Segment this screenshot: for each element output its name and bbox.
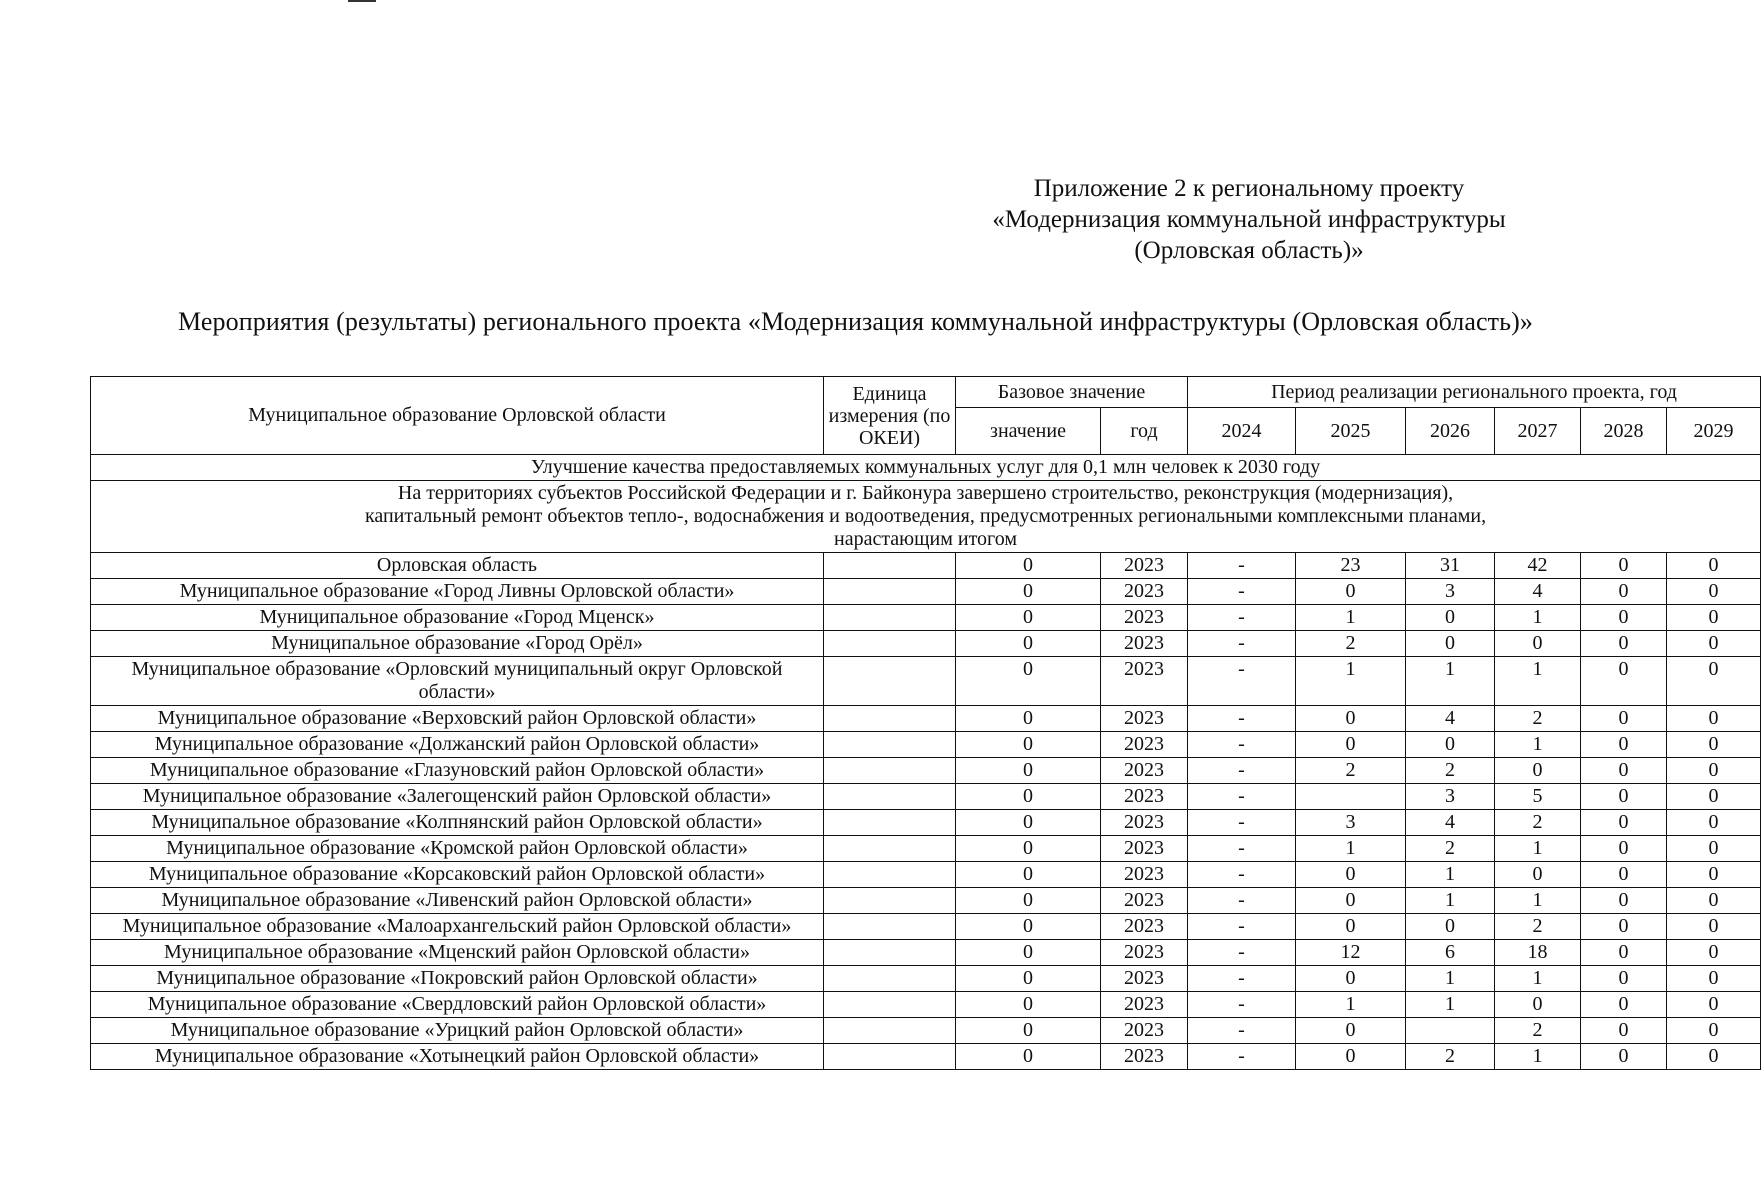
value-2024-cell: -	[1188, 784, 1296, 810]
value-2024-cell: -	[1188, 758, 1296, 784]
value-2028-cell: 0	[1581, 810, 1667, 836]
goal-row	[91, 455, 1761, 481]
base-year-cell: 2023	[1101, 553, 1188, 579]
value-2026-cell: 31	[1406, 553, 1495, 579]
base-year-cell: 2023	[1101, 784, 1188, 810]
value-2024-cell: -	[1188, 657, 1296, 706]
unit-cell	[824, 732, 956, 758]
base-year-cell: 2023	[1101, 1044, 1188, 1070]
header-value: значение	[956, 408, 1101, 455]
municipality-cell: Муниципальное образование «Покровский район Орловской области»	[91, 966, 824, 992]
value-2027-cell: 0	[1495, 758, 1581, 784]
base-year-cell: 2023	[1101, 1018, 1188, 1044]
value-2024-cell: -	[1188, 732, 1296, 758]
value-2025-cell: 0	[1296, 888, 1406, 914]
municipality-cell: Муниципальное образование «Орловский муниципальный округ Орловской области»	[91, 657, 824, 706]
unit-cell	[824, 940, 956, 966]
base-value-cell: 0	[956, 758, 1101, 784]
value-2025-cell: 2	[1296, 631, 1406, 657]
value-2027-cell: 4	[1495, 579, 1581, 605]
base-value-cell: 0	[956, 732, 1101, 758]
municipality-cell: Муниципальное образование «Город Мценск»	[91, 605, 824, 631]
value-2024-cell: -	[1188, 631, 1296, 657]
value-2025-cell	[1296, 784, 1406, 810]
value-2026-cell: 3	[1406, 579, 1495, 605]
appendix-line-2: «Модернизация коммунальной инфраструктуры	[992, 206, 1506, 233]
value-2029-cell: 0	[1667, 605, 1761, 631]
value-2026-cell: 4	[1406, 810, 1495, 836]
value-2029-cell: 0	[1667, 888, 1761, 914]
result-line-2: капитальный ремонт объектов тепло-, водоснабжения и водоотведения, предусмотренных региональными комплексными планами,	[364, 505, 1487, 527]
value-2028-cell: 0	[1581, 631, 1667, 657]
unit-cell	[824, 914, 956, 940]
header-year-2027: 2027	[1495, 408, 1581, 455]
value-2029-cell: 0	[1667, 758, 1761, 784]
base-value-cell: 0	[956, 605, 1101, 631]
result-line-1: На территориях субъектов Российской Федерации и г. Байконура завершено строительство, реконструкция (модернизация),	[397, 482, 1454, 504]
header-period: Период реализации регионального проекта, год	[1188, 377, 1761, 408]
municipality-cell: Муниципальное образование «Глазуновский район Орловской области»	[91, 758, 824, 784]
value-2029-cell: 0	[1667, 1018, 1761, 1044]
value-2028-cell: 0	[1581, 914, 1667, 940]
header-year-2028: 2028	[1581, 408, 1667, 455]
value-2025-cell: 12	[1296, 940, 1406, 966]
base-value-cell: 0	[956, 836, 1101, 862]
value-2029-cell: 0	[1667, 579, 1761, 605]
table-row	[91, 732, 1761, 758]
base-year-cell: 2023	[1101, 732, 1188, 758]
unit-cell	[824, 605, 956, 631]
base-year-cell: 2023	[1101, 631, 1188, 657]
value-2025-cell: 0	[1296, 1018, 1406, 1044]
value-2026-cell: 3	[1406, 784, 1495, 810]
value-2027-cell: 18	[1495, 940, 1581, 966]
value-2025-cell: 3	[1296, 810, 1406, 836]
value-2026-cell: 4	[1406, 706, 1495, 732]
value-2029-cell: 0	[1667, 732, 1761, 758]
base-year-cell: 2023	[1101, 758, 1188, 784]
value-2027-cell: 1	[1495, 1044, 1581, 1070]
appendix-note	[909, 173, 1589, 266]
value-2024-cell: -	[1188, 579, 1296, 605]
value-2025-cell: 0	[1296, 579, 1406, 605]
table-row	[91, 784, 1761, 810]
base-value-cell: 0	[956, 862, 1101, 888]
value-2027-cell: 0	[1495, 862, 1581, 888]
value-2025-cell: 0	[1296, 966, 1406, 992]
base-value-cell: 0	[956, 579, 1101, 605]
value-2025-cell: 0	[1296, 1044, 1406, 1070]
table-row	[91, 992, 1761, 1018]
value-2028-cell: 0	[1581, 605, 1667, 631]
value-2029-cell: 0	[1667, 657, 1761, 706]
value-2024-cell: -	[1188, 992, 1296, 1018]
base-year-cell: 2023	[1101, 579, 1188, 605]
value-2026-cell: 2	[1406, 1044, 1495, 1070]
header-year: год	[1101, 408, 1188, 455]
value-2024-cell: -	[1188, 836, 1296, 862]
base-value-cell: 0	[956, 966, 1101, 992]
value-2026-cell	[1406, 1018, 1495, 1044]
value-2028-cell: 0	[1581, 1018, 1667, 1044]
value-2024-cell: -	[1188, 914, 1296, 940]
base-year-cell: 2023	[1101, 605, 1188, 631]
base-value-cell: 0	[956, 992, 1101, 1018]
value-2024-cell: -	[1188, 1018, 1296, 1044]
value-2027-cell: 2	[1495, 1018, 1581, 1044]
value-2027-cell: 1	[1495, 836, 1581, 862]
value-2029-cell: 0	[1667, 553, 1761, 579]
municipality-cell: Муниципальное образование «Свердловский район Орловской области»	[91, 992, 824, 1018]
value-2028-cell: 0	[1581, 706, 1667, 732]
value-2024-cell: -	[1188, 1044, 1296, 1070]
value-2025-cell: 1	[1296, 657, 1406, 706]
table-row	[91, 1018, 1761, 1044]
goal-text: Улучшение качества предоставляемых коммунальных услуг для 0,1 млн человек к 2030 году	[91, 455, 1761, 481]
municipality-cell: Орловская область	[91, 553, 824, 579]
header-unit: Единица измерения (по ОКЕИ)	[824, 377, 956, 455]
base-value-cell: 0	[956, 810, 1101, 836]
base-year-cell: 2023	[1101, 862, 1188, 888]
value-2029-cell: 0	[1667, 1044, 1761, 1070]
value-2029-cell: 0	[1667, 706, 1761, 732]
table-row	[91, 862, 1761, 888]
value-2025-cell: 0	[1296, 706, 1406, 732]
value-2024-cell: -	[1188, 966, 1296, 992]
municipality-cell: Муниципальное образование «Хотынецкий район Орловской области»	[91, 1044, 824, 1070]
value-2027-cell: 1	[1495, 657, 1581, 706]
value-2029-cell: 0	[1667, 992, 1761, 1018]
value-2026-cell: 6	[1406, 940, 1495, 966]
value-2026-cell: 0	[1406, 631, 1495, 657]
municipality-cell: Муниципальное образование «Урицкий район Орловской области»	[91, 1018, 824, 1044]
value-2027-cell: 5	[1495, 784, 1581, 810]
value-2024-cell: -	[1188, 553, 1296, 579]
table-row	[91, 706, 1761, 732]
unit-cell	[824, 810, 956, 836]
unit-cell	[824, 966, 956, 992]
base-value-cell: 0	[956, 553, 1101, 579]
table-row	[91, 836, 1761, 862]
header-base-value: Базовое значение	[956, 377, 1188, 408]
value-2025-cell: 0	[1296, 862, 1406, 888]
value-2025-cell: 1	[1296, 605, 1406, 631]
unit-cell	[824, 579, 956, 605]
base-year-cell: 2023	[1101, 706, 1188, 732]
value-2024-cell: -	[1188, 862, 1296, 888]
value-2025-cell: 23	[1296, 553, 1406, 579]
value-2026-cell: 1	[1406, 966, 1495, 992]
result-text	[91, 481, 1761, 553]
base-year-cell: 2023	[1101, 657, 1188, 706]
municipality-cell: Муниципальное образование «Ливенский район Орловской области»	[91, 888, 824, 914]
value-2029-cell: 0	[1667, 784, 1761, 810]
value-2027-cell: 1	[1495, 888, 1581, 914]
base-year-cell: 2023	[1101, 992, 1188, 1018]
table-row	[91, 605, 1761, 631]
value-2027-cell: 1	[1495, 605, 1581, 631]
unit-cell	[824, 706, 956, 732]
value-2029-cell: 0	[1667, 862, 1761, 888]
table-row	[91, 914, 1761, 940]
value-2024-cell: -	[1188, 605, 1296, 631]
appendix-line-1: Приложение 2 к региональному проекту	[1033, 175, 1465, 202]
header-municipality: Муниципальное образование Орловской области	[91, 377, 824, 455]
unit-cell	[824, 1018, 956, 1044]
results-table	[90, 376, 1761, 1070]
value-2029-cell: 0	[1667, 631, 1761, 657]
table-row	[91, 579, 1761, 605]
value-2026-cell: 2	[1406, 836, 1495, 862]
municipality-cell: Муниципальное образование «Кромской район Орловской области»	[91, 836, 824, 862]
municipality-cell: Муниципальное образование «Корсаковский район Орловской области»	[91, 862, 824, 888]
value-2029-cell: 0	[1667, 810, 1761, 836]
value-2028-cell: 0	[1581, 657, 1667, 706]
base-value-cell: 0	[956, 1044, 1101, 1070]
value-2027-cell: 0	[1495, 631, 1581, 657]
value-2025-cell: 0	[1296, 914, 1406, 940]
header-year-2029: 2029	[1667, 408, 1761, 455]
value-2029-cell: 0	[1667, 836, 1761, 862]
base-value-cell: 0	[956, 888, 1101, 914]
municipality-cell: Муниципальное образование «Колпнянский район Орловской области»	[91, 810, 824, 836]
result-line-3: нарастающим итогом	[833, 528, 1018, 550]
value-2028-cell: 0	[1581, 1044, 1667, 1070]
base-value-cell: 0	[956, 657, 1101, 706]
value-2027-cell: 1	[1495, 732, 1581, 758]
value-2024-cell: -	[1188, 706, 1296, 732]
value-2027-cell: 1	[1495, 966, 1581, 992]
table-row	[91, 966, 1761, 992]
value-2028-cell: 0	[1581, 966, 1667, 992]
unit-cell	[824, 758, 956, 784]
table-row	[91, 888, 1761, 914]
unit-cell	[824, 836, 956, 862]
unit-cell	[824, 888, 956, 914]
table-row	[91, 631, 1761, 657]
appendix-line-3: (Орловская область)»	[1134, 237, 1364, 264]
base-year-cell: 2023	[1101, 940, 1188, 966]
value-2026-cell: 1	[1406, 862, 1495, 888]
value-2024-cell: -	[1188, 888, 1296, 914]
value-2024-cell: -	[1188, 810, 1296, 836]
value-2028-cell: 0	[1581, 992, 1667, 1018]
base-value-cell: 0	[956, 940, 1101, 966]
value-2027-cell: 2	[1495, 706, 1581, 732]
value-2028-cell: 0	[1581, 732, 1667, 758]
value-2028-cell: 0	[1581, 758, 1667, 784]
municipality-cell: Муниципальное образование «Залегощенский район Орловской области»	[91, 784, 824, 810]
value-2027-cell: 42	[1495, 553, 1581, 579]
header-year-2025: 2025	[1296, 408, 1406, 455]
base-value-cell: 0	[956, 706, 1101, 732]
table-row	[91, 657, 1761, 706]
value-2029-cell: 0	[1667, 914, 1761, 940]
value-2024-cell: -	[1188, 940, 1296, 966]
value-2027-cell: 2	[1495, 810, 1581, 836]
unit-cell	[824, 631, 956, 657]
result-row	[91, 481, 1761, 553]
table-row	[91, 810, 1761, 836]
table-row	[91, 758, 1761, 784]
value-2025-cell: 2	[1296, 758, 1406, 784]
value-2028-cell: 0	[1581, 862, 1667, 888]
base-value-cell: 0	[956, 1018, 1101, 1044]
header-year-2026: 2026	[1406, 408, 1495, 455]
value-2025-cell: 0	[1296, 732, 1406, 758]
base-year-cell: 2023	[1101, 888, 1188, 914]
table-row	[91, 1044, 1761, 1070]
municipality-cell: Муниципальное образование «Должанский район Орловской области»	[91, 732, 824, 758]
municipality-cell: Муниципальное образование «Город Ливны Орловской области»	[91, 579, 824, 605]
value-2026-cell: 0	[1406, 732, 1495, 758]
value-2028-cell: 0	[1581, 553, 1667, 579]
document-title: Мероприятия (результаты) регионального проекта «Модернизация коммунальной инфраструктуры (Орловская область)»	[178, 307, 1533, 336]
header-year-2024: 2024	[1188, 408, 1296, 455]
table-row	[91, 940, 1761, 966]
base-year-cell: 2023	[1101, 810, 1188, 836]
municipality-cell: Муниципальное образование «Город Орёл»	[91, 631, 824, 657]
base-year-cell: 2023	[1101, 914, 1188, 940]
base-year-cell: 2023	[1101, 966, 1188, 992]
municipality-cell: Муниципальное образование «Верховский район Орловской области»	[91, 706, 824, 732]
unit-cell	[824, 553, 956, 579]
value-2025-cell: 1	[1296, 836, 1406, 862]
value-2026-cell: 1	[1406, 657, 1495, 706]
unit-cell	[824, 992, 956, 1018]
scan-artifact	[348, 0, 376, 2]
value-2025-cell: 1	[1296, 992, 1406, 1018]
municipality-cell: Муниципальное образование «Мценский район Орловской области»	[91, 940, 824, 966]
value-2026-cell: 2	[1406, 758, 1495, 784]
base-value-cell: 0	[956, 784, 1101, 810]
value-2029-cell: 0	[1667, 966, 1761, 992]
value-2028-cell: 0	[1581, 940, 1667, 966]
municipality-cell: Муниципальное образование «Малоархангельский район Орловской области»	[91, 914, 824, 940]
base-year-cell: 2023	[1101, 836, 1188, 862]
value-2028-cell: 0	[1581, 579, 1667, 605]
value-2026-cell: 1	[1406, 992, 1495, 1018]
value-2026-cell: 1	[1406, 888, 1495, 914]
unit-cell	[824, 784, 956, 810]
value-2026-cell: 0	[1406, 605, 1495, 631]
value-2027-cell: 0	[1495, 992, 1581, 1018]
value-2028-cell: 0	[1581, 784, 1667, 810]
value-2029-cell: 0	[1667, 940, 1761, 966]
unit-cell	[824, 1044, 956, 1070]
unit-cell	[824, 657, 956, 706]
value-2026-cell: 0	[1406, 914, 1495, 940]
base-value-cell: 0	[956, 631, 1101, 657]
value-2028-cell: 0	[1581, 836, 1667, 862]
value-2028-cell: 0	[1581, 888, 1667, 914]
value-2027-cell: 2	[1495, 914, 1581, 940]
table-row	[91, 553, 1761, 579]
header-row-top	[91, 377, 1761, 408]
unit-cell	[824, 862, 956, 888]
base-value-cell: 0	[956, 914, 1101, 940]
